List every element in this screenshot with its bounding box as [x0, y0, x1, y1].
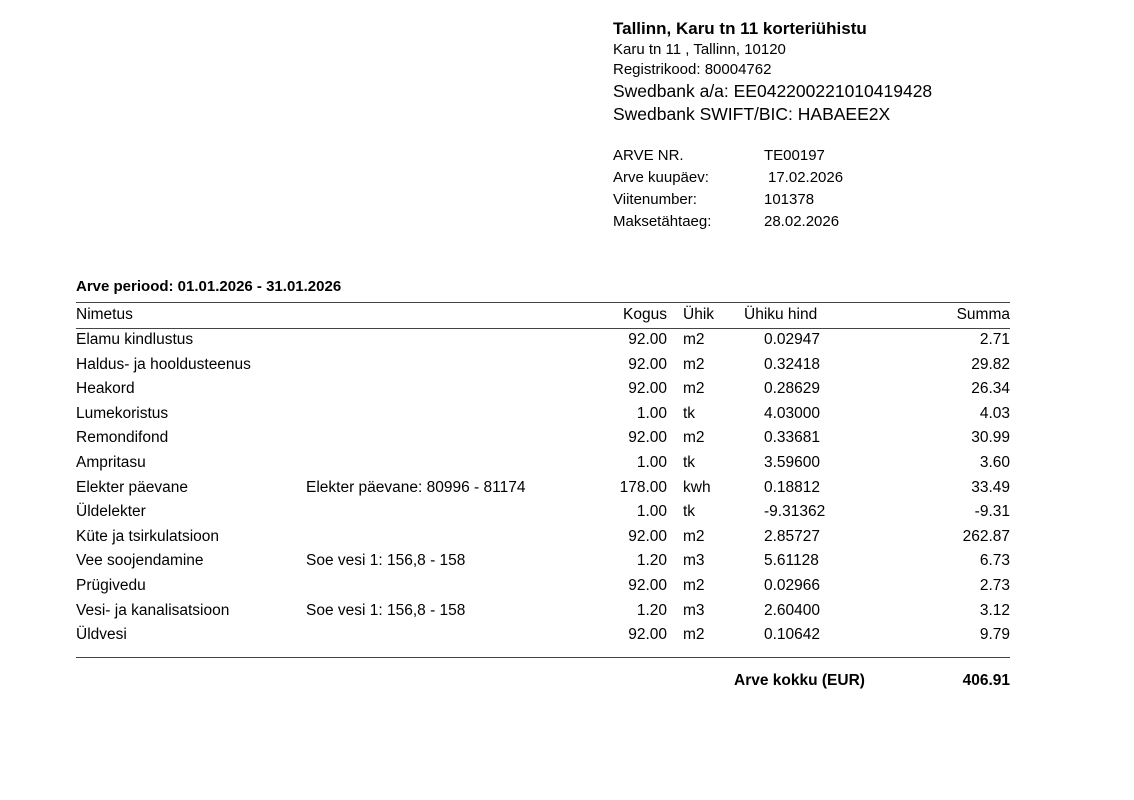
reference-number-row: [613, 189, 933, 211]
item-unit: m2: [683, 355, 705, 373]
item-unit-price: 0.32418: [764, 355, 821, 373]
header-quantity: Kogus: [623, 306, 667, 323]
item-sum: 26.34: [971, 380, 1010, 398]
item-quantity: 92.00: [628, 380, 667, 398]
invoice-date: 17.02.2026: [768, 169, 844, 186]
item-quantity: 1.00: [636, 503, 667, 521]
table-row: [76, 377, 1010, 402]
header-unit: Ühik: [683, 306, 715, 323]
bank-swift: Swedbank SWIFT/BIC: HABAEE2X: [613, 104, 891, 124]
item-unit: m2: [683, 576, 705, 594]
item-name: Ampritasu: [76, 453, 146, 471]
header-name: Nimetus: [76, 306, 133, 323]
item-unit-price: 0.02947: [764, 331, 821, 348]
table-row: [76, 451, 1010, 476]
item-sum: 2.71: [979, 331, 1010, 348]
item-unit: m2: [683, 331, 705, 348]
item-unit: m2: [683, 429, 705, 447]
invoice-date-label: Arve kuupäev:: [613, 169, 709, 186]
invoice-meta: [613, 145, 933, 233]
item-unit: tk: [683, 453, 696, 471]
invoice-number: TE00197: [764, 147, 825, 164]
item-unit-price: 0.02966: [764, 576, 821, 594]
bank-account: Swedbank a/a: EE042200221010419428: [613, 81, 933, 101]
item-sum: 30.99: [971, 429, 1010, 447]
table-body: [76, 328, 1010, 648]
item-unit-price: 0.18812: [764, 478, 821, 496]
item-name: Heakord: [76, 380, 135, 398]
item-unit: kwh: [683, 478, 711, 496]
table-row: [76, 549, 1010, 574]
item-unit-price: 2.85727: [764, 527, 821, 545]
item-unit-price: 0.10642: [764, 626, 821, 644]
item-name: Vesi- ja kanalisatsioon: [76, 601, 230, 619]
item-name: Haldus- ja hooldusteenus: [76, 355, 251, 373]
item-note: Soe vesi 1: 156,8 - 158: [306, 552, 466, 570]
due-date-row: [613, 211, 933, 233]
item-sum: 29.82: [971, 355, 1010, 373]
company-name: Tallinn, Karu tn 11 korteriühistu: [613, 19, 867, 38]
table-row: [76, 476, 1010, 501]
item-name: Elekter päevane: [76, 478, 189, 496]
item-quantity: 178.00: [619, 478, 667, 496]
table-row: [76, 328, 1010, 353]
item-name: Remondifond: [76, 429, 169, 447]
item-quantity: 1.00: [636, 453, 667, 471]
item-quantity: 92.00: [628, 626, 667, 644]
due-date-label: Maksetähtaeg:: [613, 213, 712, 230]
item-quantity: 92.00: [628, 576, 667, 594]
item-sum: 3.60: [979, 453, 1010, 471]
item-quantity: 92.00: [628, 527, 667, 545]
reference-number: 101378: [764, 191, 815, 208]
item-sum: 4.03: [979, 404, 1010, 422]
item-quantity: 1.00: [636, 404, 667, 422]
item-quantity: 1.20: [636, 601, 667, 619]
item-note: Elekter päevane: 80996 - 81174: [306, 478, 526, 496]
item-sum: 9.79: [979, 626, 1010, 644]
company-registry-code: Registrikood: 80004762: [613, 61, 772, 78]
table-row: [76, 353, 1010, 378]
invoice-total: [76, 670, 1010, 692]
item-sum: 2.73: [979, 576, 1010, 594]
item-unit-price: 2.60400: [764, 601, 821, 619]
company-address: Karu tn 11 , Tallinn, 10120: [613, 41, 786, 58]
item-quantity: 1.20: [636, 552, 667, 570]
item-name: Küte ja tsirkulatsioon: [76, 527, 220, 545]
table-row: [76, 599, 1010, 624]
invoice-number-label: ARVE NR.: [613, 147, 684, 164]
header-sum: Summa: [956, 306, 1010, 323]
item-quantity: 92.00: [628, 355, 667, 373]
item-unit: tk: [683, 503, 696, 521]
item-unit: m3: [683, 552, 705, 570]
total-label: Arve kokku (EUR): [734, 672, 865, 689]
item-sum: 3.12: [979, 601, 1010, 619]
item-unit-price: 0.33681: [764, 429, 821, 447]
item-unit-price: 0.28629: [764, 380, 821, 398]
invoice-items-table: [76, 302, 1010, 648]
table-row: [76, 426, 1010, 451]
item-unit: m2: [683, 527, 705, 545]
item-sum: -9.31: [974, 503, 1010, 521]
item-sum: 262.87: [962, 527, 1010, 545]
table-row: [76, 525, 1010, 550]
item-unit-price: 4.03000: [764, 404, 821, 422]
item-unit-price: 3.59600: [764, 453, 821, 471]
item-unit: m2: [683, 626, 705, 644]
item-name: Üldvesi: [76, 626, 127, 644]
table-row: [76, 623, 1010, 648]
table-row: [76, 500, 1010, 525]
total-value: 406.91: [962, 672, 1010, 689]
company-header: [613, 18, 1033, 126]
table-row: [76, 574, 1010, 599]
item-name: Üldelekter: [76, 503, 146, 521]
due-date: 28.02.2026: [764, 213, 840, 230]
reference-number-label: Viitenumber:: [613, 191, 697, 208]
table-header-row: [76, 302, 1010, 328]
item-unit: m3: [683, 601, 705, 619]
invoice-date-row: [613, 167, 933, 189]
item-unit: m2: [683, 380, 705, 398]
invoice-number-row: [613, 145, 933, 167]
item-name: Prügivedu: [76, 576, 146, 594]
item-unit: tk: [683, 404, 696, 422]
item-quantity: 92.00: [628, 331, 667, 348]
item-name: Vee soojendamine: [76, 552, 204, 570]
invoice-period: Arve periood: 01.01.2026 - 31.01.2026: [76, 278, 342, 295]
header-unit-price: Ühiku hind: [744, 306, 818, 323]
item-unit-price: -9.31362: [764, 503, 826, 521]
table-row: [76, 402, 1010, 427]
item-quantity: 92.00: [628, 429, 667, 447]
item-note: Soe vesi 1: 156,8 - 158: [306, 601, 466, 619]
item-unit-price: 5.61128: [764, 552, 819, 570]
item-sum: 33.49: [971, 478, 1010, 496]
item-sum: 6.73: [979, 552, 1010, 570]
table-bottom-divider: [76, 657, 1010, 658]
item-name: Lumekoristus: [76, 404, 169, 422]
item-name: Elamu kindlustus: [76, 331, 194, 348]
